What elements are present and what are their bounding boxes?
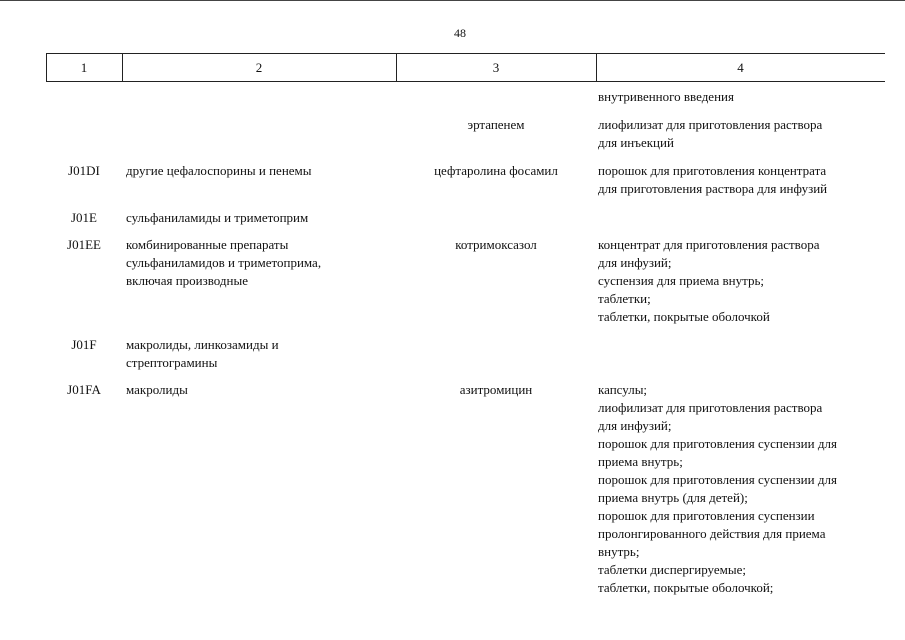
atc-code: J01E [71,210,97,225]
header-bottom-rule [46,81,885,82]
atc-group-name [126,162,386,180]
name-line: сульфаниламиды и триметоприм [126,210,309,225]
form-line: таблетки, покрытые оболочкой; [598,580,774,595]
header-col-4: 4 [737,60,744,75]
form-line: для инфузий; [598,255,672,270]
form-line: порошок для приготовления суспензии для [598,472,837,487]
form-line: пролонгированного действия для приема [598,526,826,541]
header-top-rule [46,53,885,54]
form-line: приема внутрь (для детей); [598,490,748,505]
name-line: комбинированные препараты [126,237,289,252]
form-line: порошок для приготовления концентрата [598,163,827,178]
atc-code: J01F [71,337,97,352]
atc-group-name [126,381,386,399]
form-line: суспензия для приема внутрь; [598,273,765,288]
atc-group-name [126,336,386,372]
form-line: таблетки, покрытые оболочкой [598,309,770,324]
form-line: лиофилизат для приготовления раствора [598,400,823,415]
form-line: для инъекций [598,135,674,150]
dosage-forms [598,162,888,198]
drug-inn: цефтаролина фосамил [434,163,558,178]
name-line: макролиды [126,382,188,397]
scan-top-edge [0,0,905,1]
form-line: порошок для приготовления суспензии для [598,436,837,451]
form-line: внутрь; [598,544,640,559]
atc-code: J01EE [67,237,101,252]
name-line: стрептограмины [126,355,218,370]
drug-inn: азитромицин [459,382,533,397]
header-col-1: 1 [80,60,88,75]
header-col-2: 2 [255,60,263,75]
form-line: внутривенного введения [598,89,734,104]
atc-group-name [126,236,386,290]
form-line: капсулы; [598,382,648,397]
atc-code: J01DI [68,163,100,178]
dosage-forms [598,236,888,326]
atc-group-name [126,209,386,227]
drug-inn: котримоксазол [455,237,537,252]
form-line: таблетки; [598,291,651,306]
atc-code: J01FA [67,382,101,397]
name-line: включая производные [126,273,248,288]
form-line: для приготовления раствора для инфузий [598,181,828,196]
form-line: концентрат для приготовления раствора [598,237,820,252]
form-line: приема внутрь; [598,454,683,469]
dosage-forms [598,381,888,597]
form-line: лиофилизат для приготовления раствора [598,117,823,132]
page-number: 48 [454,26,466,40]
dosage-forms [598,88,888,106]
name-line: макролиды, линкозамиды и [126,337,279,352]
form-line: для инфузий; [598,418,672,433]
header-col-3: 3 [492,60,500,75]
name-line: другие цефалоспорины и пенемы [126,163,312,178]
form-line: порошок для приготовления суспензии [598,508,815,523]
dosage-forms [598,116,888,152]
name-line: сульфаниламидов и триметоприма, [126,255,322,270]
form-line: таблетки диспергируемые; [598,562,746,577]
drug-inn: эртапенем [467,117,525,132]
